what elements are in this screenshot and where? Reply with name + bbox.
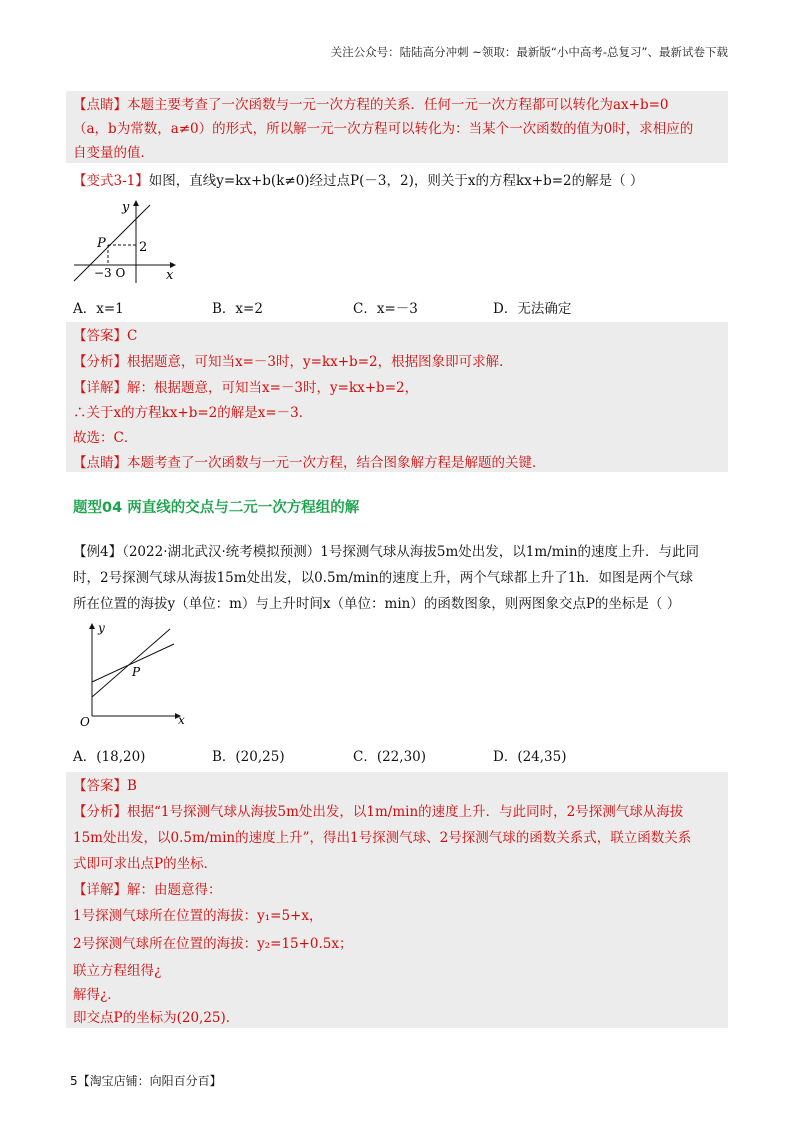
example-system: 联立方程组得¿ [73, 963, 162, 979]
variant-detail: 【详解】解：根据题意，可知当x=－3时，y=kx+b=2， [73, 380, 419, 396]
variant-option-c: C．x=－3 [353, 301, 418, 317]
example-analysis-1: 【分析】根据“1号探测气球从海拔5m处出发，以1m/min的速度上升．与此同时，2号探测气球从海拔 [73, 804, 684, 820]
example-analysis-2: 15m处出发，以0.5m/min的速度上升”，得出1号探测气球、2号探测气球的函数关系式，联立函数关系 [73, 830, 692, 846]
remark-line-1: 【点睛】本题主要考查了一次函数与一元一次方程的关系．任何一元一次方程都可以转化为ax+b=0 [73, 97, 669, 113]
example-option-a: A．(18,20) [73, 749, 146, 765]
variant-answer: 【答案】C [73, 328, 138, 344]
variant-question [73, 171, 643, 191]
variant-remark: 【点睛】本题考查了一次函数与一元一次方程，结合图象解方程是解题的关键． [73, 455, 546, 471]
example-y-label: y [98, 621, 105, 635]
example-line-1: 【例4】（2022·湖北武汉·统考模拟预测）1号探测气球从海拔5m处出发，以1m/min的速度上升．与此同 [73, 544, 700, 560]
variant-question-text: 如图，直线y=kx+b(k≠0)经过点P(－3，2)，则关于x的方程kx+b=2的解是（ ） [148, 173, 644, 189]
variant-option-a: A．x=1 [73, 301, 124, 317]
variant-two-label: 2 [139, 240, 148, 255]
section-title: 题型04 两直线的交点与二元一次方程组的解 [73, 500, 360, 516]
example-line-3: 所在位置的海拔y（单位：m）与上升时间x（单位：min）的函数图象，则两图象交点P的坐标是（ ） [73, 596, 681, 612]
variant-p-label: P [97, 236, 106, 251]
variant-choice: 故选：C． [73, 430, 138, 446]
example-detail: 【详解】解：由题意得： [73, 882, 222, 898]
example-option-b: B．(20,25) [212, 749, 285, 765]
example-graph [74, 618, 194, 734]
example-y-arrow [89, 623, 95, 629]
page-header: 关注公众号：陆陆高分冲刺 ~领取：最新版“小中高考-总复习”、最新试卷下载 [330, 45, 728, 59]
example-answer: 【答案】B [73, 778, 137, 794]
variant-conclusion: ∴关于x的方程kx+b=2的解是x=－3． [73, 405, 313, 421]
variant-label: 【变式3-1】 [73, 173, 149, 189]
variant-graph [70, 195, 190, 287]
example-result: 即交点P的坐标为(20,25)． [73, 1010, 240, 1026]
variant-origin-label: −3 O [94, 266, 126, 280]
variant-option-b: B．x=2 [212, 301, 263, 317]
example-x-label: x [178, 713, 185, 727]
variant-analysis: 【分析】根据题意，可知当x=－3时，y=kx+b=2，根据图象即可求解． [73, 354, 513, 370]
variant-option-d: D．无法确定 [493, 301, 572, 317]
example-eq-2: 2号探测气球所在位置的海拔：y₂=15+0.5x； [73, 936, 353, 952]
variant-x-label: x [166, 268, 174, 283]
example-option-c: C．(22,30) [353, 749, 427, 765]
example-line-2: 时，2号探测气球从海拔15m处出发，以0.5m/min的速度上升，两个气球都上升了1h．如图是两个气球 [73, 570, 693, 586]
example-option-d: D．(24,35) [493, 749, 567, 765]
example-origin-label: O [80, 715, 90, 729]
example-eq-1: 1号探测气球所在位置的海拔：y₁=5+x， [73, 908, 323, 924]
example-line-1-graph [92, 629, 170, 697]
example-solve: 解得¿． [73, 987, 121, 1003]
example-analysis-3: 式即可求出点P的坐标． [73, 856, 218, 872]
remark-line-3: 自变量的值． [73, 145, 154, 161]
remark-line-2: （a，b为常数，a≠0）的形式，所以解一元一次方程可以转化为：当某个一次函数的值为0时，求相应的 [73, 121, 694, 137]
variant-y-label: y [122, 200, 130, 215]
example-p-label: P [132, 665, 141, 679]
variant-y-arrow [133, 200, 139, 206]
page-footer: 5【淘宝店铺：向阳百分百】 [70, 1074, 222, 1088]
